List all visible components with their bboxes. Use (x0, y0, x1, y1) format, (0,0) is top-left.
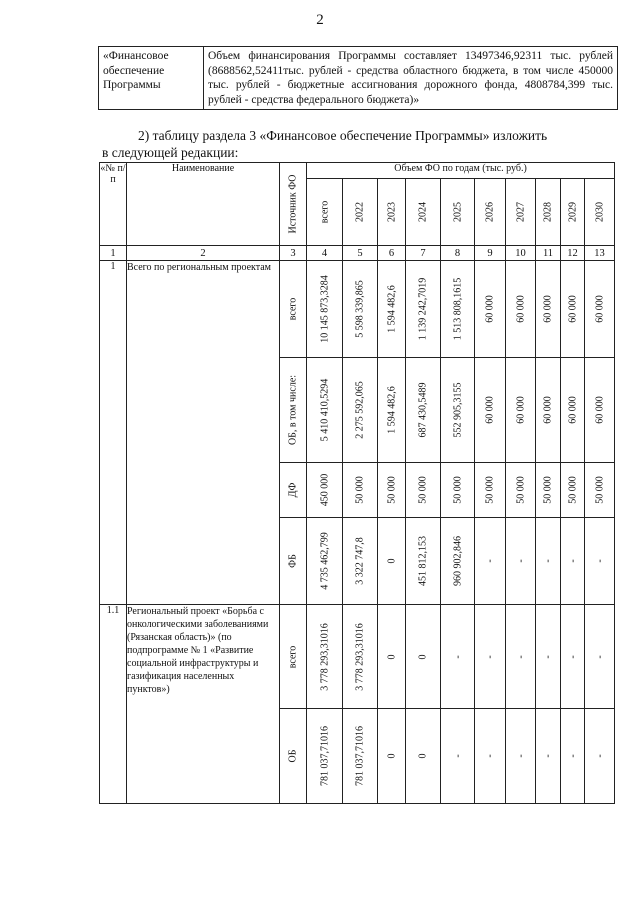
value-cell: - (475, 518, 506, 605)
value-cell: - (585, 518, 615, 605)
value-cell: 0 (378, 605, 406, 709)
header-total: всего (307, 179, 343, 246)
page-number: 2 (316, 12, 324, 28)
value-cell: 50 000 (585, 463, 615, 518)
header-year: 2026 (475, 179, 506, 246)
header-name: Наименование (127, 163, 280, 246)
value-cell: 451 812,153 (406, 518, 441, 605)
value-cell: 0 (406, 605, 441, 709)
intro-line-2: в следующей редакции: (102, 145, 239, 160)
value-cell: 960 902,846 (441, 518, 475, 605)
column-number: 2 (127, 246, 280, 261)
value-cell: 50 000 (378, 463, 406, 518)
column-number: 7 (406, 246, 441, 261)
value-cell: - (561, 709, 585, 804)
funding-source: ОБ (280, 709, 307, 804)
header-year: 2029 (561, 179, 585, 246)
value-cell: 3 322 747,8 (343, 518, 378, 605)
value-cell: 5 410 410,5294 (307, 358, 343, 463)
intro-line-1: 2) таблицу раздела 3 «Финансовое обеспечение Программы» изложить (138, 128, 548, 143)
value-cell: 50 000 (406, 463, 441, 518)
value-cell: 781 037,71016 (307, 709, 343, 804)
column-number: 6 (378, 246, 406, 261)
value-cell: 5 598 339,865 (343, 261, 378, 358)
value-cell: 60 000 (475, 358, 506, 463)
column-number: 4 (307, 246, 343, 261)
value-cell: 50 000 (441, 463, 475, 518)
value-cell: 50 000 (561, 463, 585, 518)
funding-source: ФБ (280, 518, 307, 605)
header-source: Источник ФО (280, 163, 307, 246)
value-cell: 1 594 482,6 (378, 261, 406, 358)
table-row (100, 261, 615, 358)
value-cell: - (536, 518, 561, 605)
value-cell: 60 000 (561, 261, 585, 358)
finance-by-years-table (99, 162, 615, 804)
value-cell: 2 275 592,065 (343, 358, 378, 463)
header-year: 2027 (506, 179, 536, 246)
funding-source: всего (280, 261, 307, 358)
row-number: 1.1 (100, 605, 127, 804)
column-number: 3 (280, 246, 307, 261)
row-name: Всего по региональным проектам (127, 261, 280, 605)
column-numbers-row (100, 246, 615, 261)
value-cell: 60 000 (536, 261, 561, 358)
value-cell: 60 000 (536, 358, 561, 463)
finance-text: Объем финансирования Программы составляет 13497346,92311 тыс. рублей (8688562,52411тыс. рублей - средства областного бюджета, в том числе 450000 тыс. рублей - бюджетные ассигнования дорожного фонда, 4808784,399 тыс. рублей - средства федерального бюджета)» (204, 47, 618, 110)
value-cell: 60 000 (585, 261, 615, 358)
header-year: 2025 (441, 179, 475, 246)
value-cell: - (441, 709, 475, 804)
value-cell: 1 139 242,7019 (406, 261, 441, 358)
value-cell: - (536, 605, 561, 709)
value-cell: - (506, 518, 536, 605)
header-year: 2030 (585, 179, 615, 246)
intro-paragraph (102, 127, 614, 161)
header-year: 2022 (343, 179, 378, 246)
value-cell: 1 594 482,6 (378, 358, 406, 463)
column-number: 1 (100, 246, 127, 261)
funding-source: ДФ (280, 463, 307, 518)
value-cell: 0 (378, 518, 406, 605)
value-cell: - (441, 605, 475, 709)
value-cell: 50 000 (343, 463, 378, 518)
funding-source: всего (280, 605, 307, 709)
funding-source: ОБ, в том числе: (280, 358, 307, 463)
value-cell: - (506, 605, 536, 709)
value-cell: - (585, 709, 615, 804)
column-number: 13 (585, 246, 615, 261)
value-cell: 60 000 (506, 358, 536, 463)
header-year: 2023 (378, 179, 406, 246)
finance-label: «Финансовое обеспечение Программы (99, 47, 204, 110)
table-row (100, 605, 615, 709)
value-cell: 50 000 (536, 463, 561, 518)
row-name: Региональный проект «Борьба с онкологическими заболеваниями (Рязанская область)» (по подпрограмме № 1 «Развитие социальной инфраструктуры и газификация населенных пунктов») (127, 605, 280, 804)
value-cell: - (475, 709, 506, 804)
header-year: 2024 (406, 179, 441, 246)
value-cell: 687 430,5489 (406, 358, 441, 463)
value-cell: 60 000 (561, 358, 585, 463)
header-year: 2028 (536, 179, 561, 246)
value-cell: 1 513 808,1615 (441, 261, 475, 358)
header-volume: Объем ФО по годам (тыс. руб.) (307, 163, 615, 179)
value-cell: 50 000 (506, 463, 536, 518)
value-cell: 781 037,71016 (343, 709, 378, 804)
finance-summary-table (98, 46, 618, 110)
value-cell: 4 735 462,799 (307, 518, 343, 605)
row-number: 1 (100, 261, 127, 605)
column-number: 11 (536, 246, 561, 261)
column-number: 5 (343, 246, 378, 261)
column-number: 10 (506, 246, 536, 261)
value-cell: 60 000 (475, 261, 506, 358)
value-cell: 552 905,3155 (441, 358, 475, 463)
value-cell: 0 (378, 709, 406, 804)
value-cell: - (561, 518, 585, 605)
value-cell: 450 000 (307, 463, 343, 518)
value-cell: - (506, 709, 536, 804)
value-cell: - (475, 605, 506, 709)
column-number: 12 (561, 246, 585, 261)
column-number: 8 (441, 246, 475, 261)
value-cell: 3 778 293,31016 (307, 605, 343, 709)
value-cell: 0 (406, 709, 441, 804)
value-cell: 50 000 (475, 463, 506, 518)
header-num: «№ п/п (100, 163, 127, 246)
value-cell: - (561, 605, 585, 709)
value-cell: - (536, 709, 561, 804)
value-cell: 60 000 (585, 358, 615, 463)
value-cell: 60 000 (506, 261, 536, 358)
value-cell: 3 778 293,31016 (343, 605, 378, 709)
value-cell: 10 145 873,3284 (307, 261, 343, 358)
column-number: 9 (475, 246, 506, 261)
value-cell: - (585, 605, 615, 709)
